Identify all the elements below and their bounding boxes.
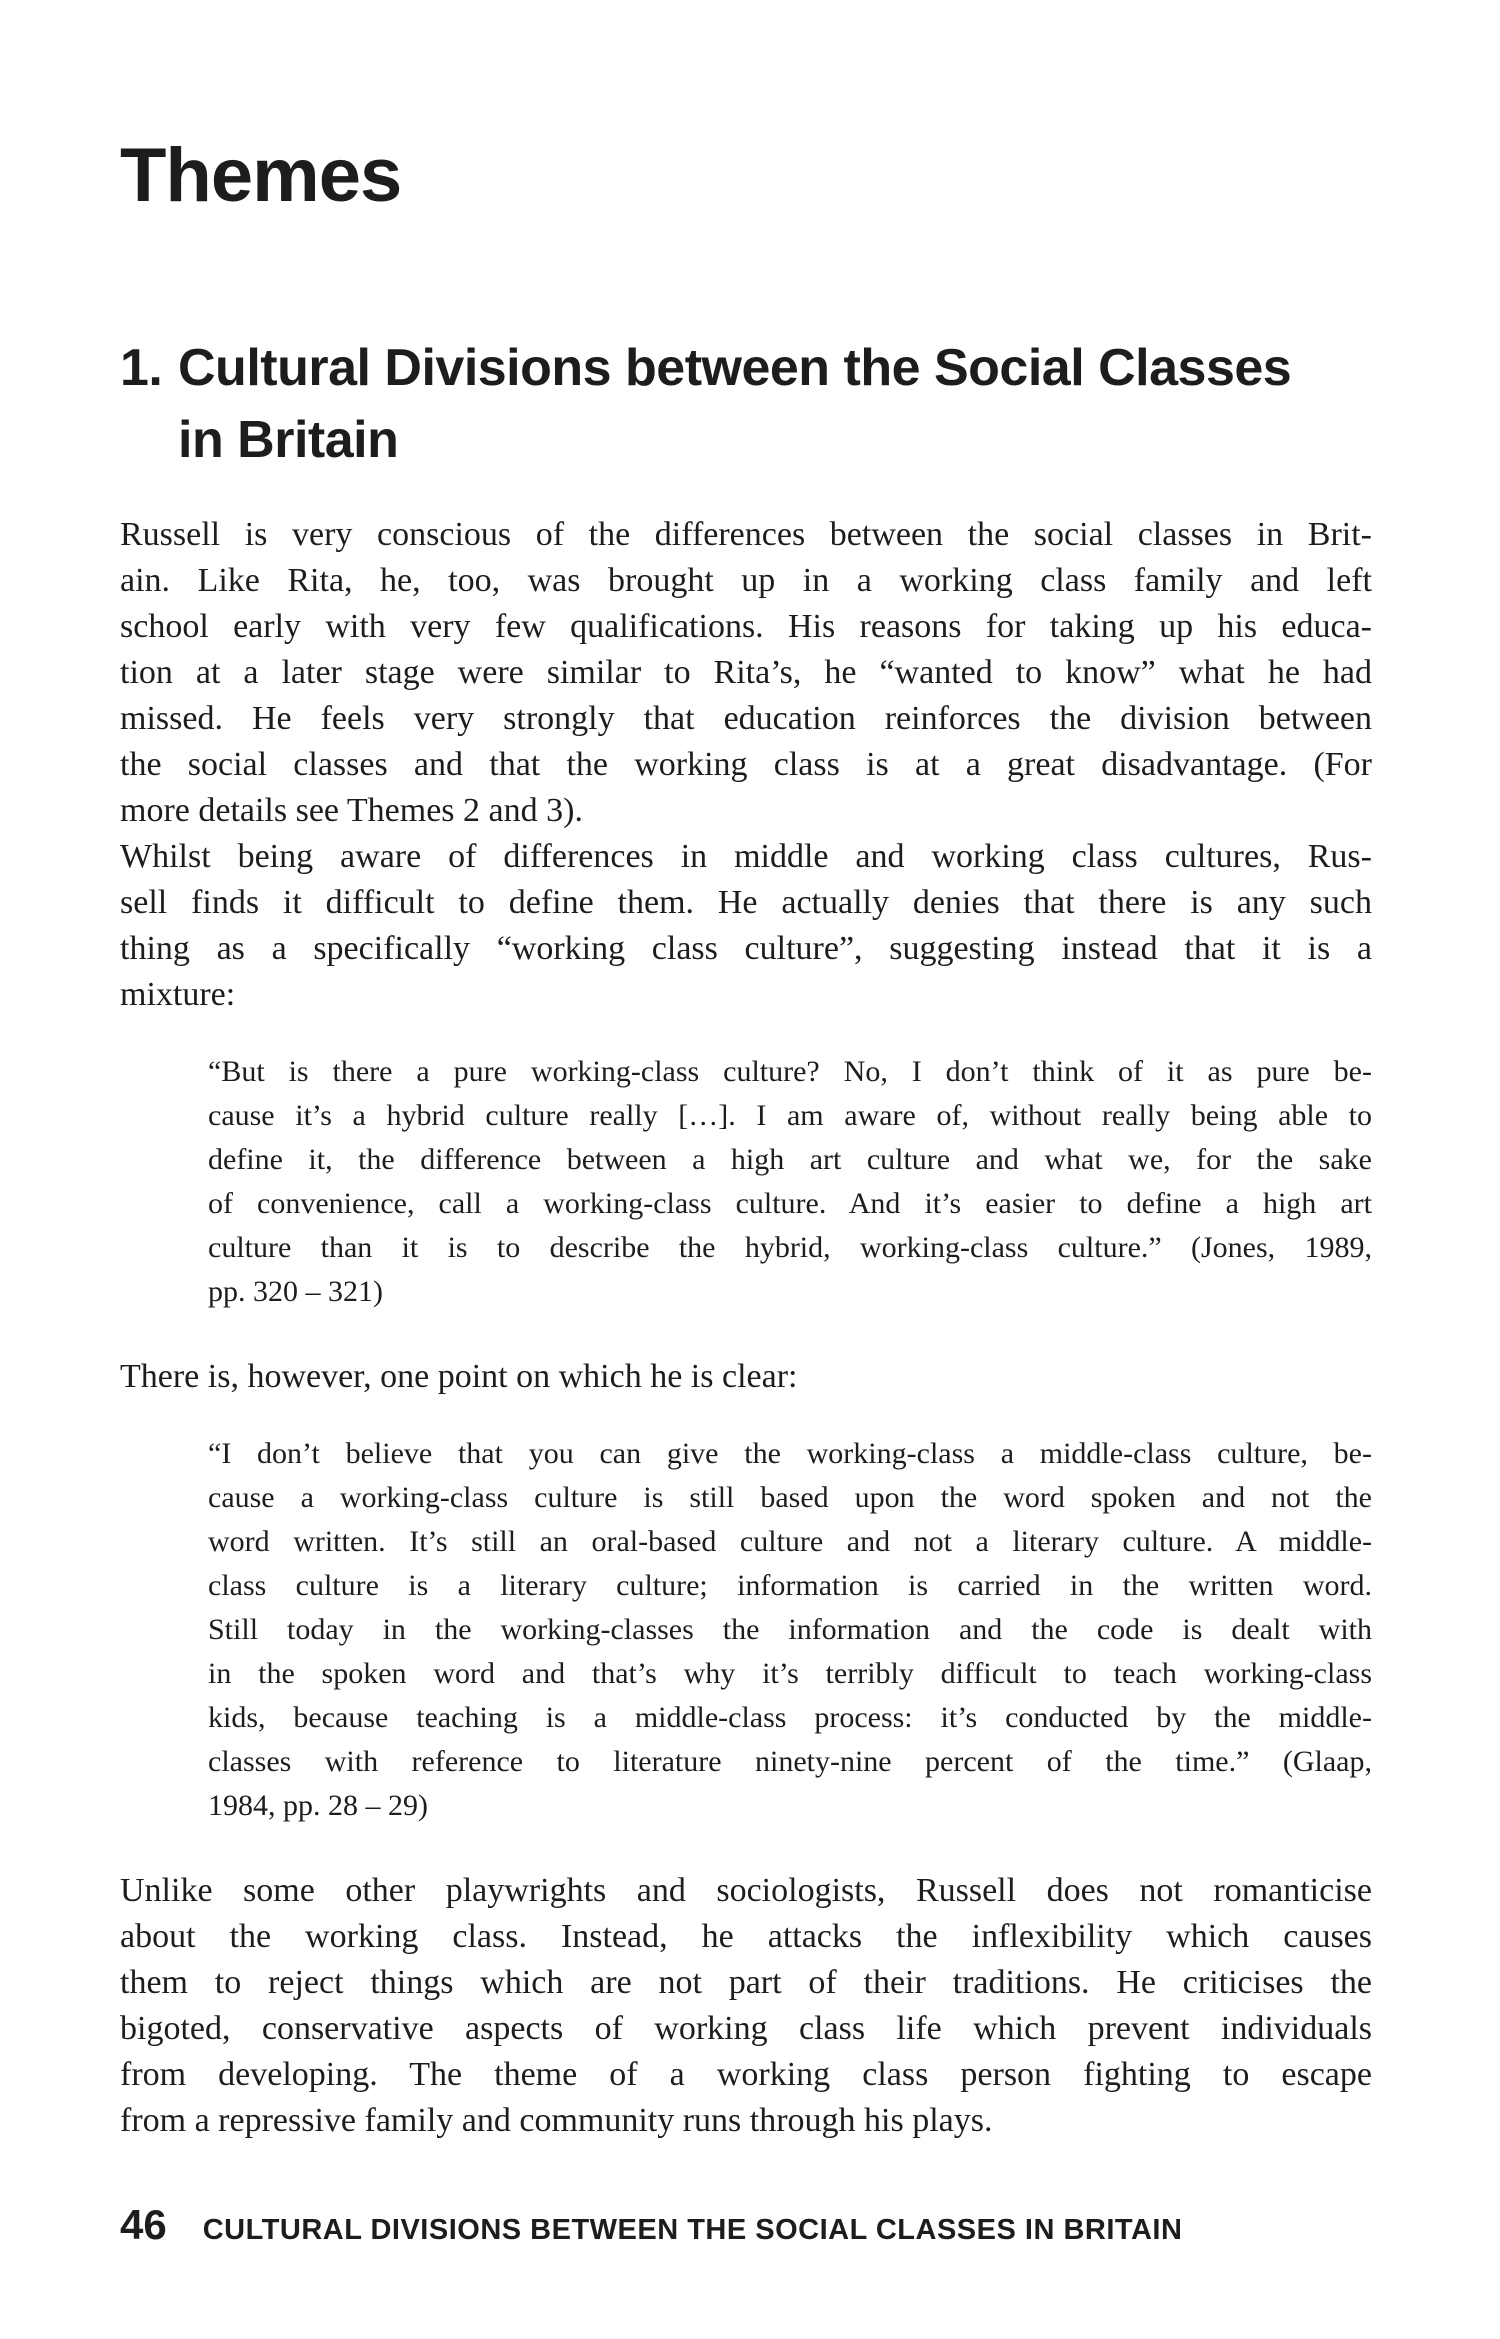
page-footer <box>120 2201 1183 2248</box>
text-line: cause it’s a hybrid culture really […]. I am aware of, without really being able to <box>208 1099 1372 1132</box>
text-line: There is, however, one point on which he is clear: <box>120 1358 798 1395</box>
section-title <box>178 332 1291 476</box>
text-line: Unlike some other playwrights and sociologists, Russell does not romanticise <box>120 1872 1372 1909</box>
text-line: culture than it is to describe the hybrid, working-class culture.” (Jones, 1989, <box>208 1231 1372 1264</box>
text-line: the social classes and that the working class is at a great disadvantage. (For <box>120 746 1372 783</box>
text-line: Still today in the working-classes the information and the code is dealt with <box>208 1613 1372 1646</box>
text-line: from developing. The theme of a working class person fighting to escape <box>120 2056 1372 2093</box>
text-line: sell finds it difficult to define them. He actually denies that there is any such <box>120 884 1372 921</box>
text-line: Russell is very conscious of the differences between the social classes in Brit- <box>120 516 1372 553</box>
section-number: 1. <box>120 339 163 397</box>
text-line: “I don’t believe that you can give the working-class a middle-class culture, be- <box>208 1437 1372 1470</box>
text-line: word written. It’s still an oral-based culture and not a literary culture. A middle- <box>208 1525 1372 1558</box>
content-blocks <box>120 512 1372 2144</box>
text-line: mixture: <box>120 976 236 1013</box>
section-heading <box>120 332 1372 476</box>
text-line: “But is there a pure working-class culture? No, I don’t think of it as pure be- <box>208 1055 1372 1088</box>
text-line: Whilst being aware of differences in middle and working class cultures, Rus- <box>120 838 1372 875</box>
text-line: classes with reference to literature ninety-nine percent of the time.” (Glaap, <box>208 1745 1372 1778</box>
text-line: from a repressive family and community runs through his plays. <box>120 2102 993 2139</box>
text-line: tion at a later stage were similar to Rita’s, he “wanted to know” what he had <box>120 654 1372 691</box>
text-line: 1984, pp. 28 – 29) <box>208 1789 428 1822</box>
body-paragraph <box>120 1354 1372 1400</box>
text-line: school early with very few qualifications. His reasons for taking up his educa- <box>120 608 1372 645</box>
text-line: class culture is a literary culture; information is carried in the written word. <box>208 1569 1372 1602</box>
page-number: 46 <box>120 2201 167 2248</box>
text-line: of convenience, call a working-class culture. And it’s easier to define a high art <box>208 1187 1372 1220</box>
block-quote <box>208 1432 1372 1828</box>
body-paragraph <box>120 512 1372 834</box>
text-line: thing as a specifically “working class culture”, suggesting instead that it is a <box>120 930 1372 967</box>
text-line: about the working class. Instead, he attacks the inflexibility which causes <box>120 1918 1372 1955</box>
body-paragraph <box>120 834 1372 1018</box>
text-column <box>120 0 1372 2144</box>
text-line: more details see Themes 2 and 3). <box>120 792 583 829</box>
text-line: ain. Like Rita, he, too, was brought up in a working class family and left <box>120 562 1372 599</box>
text-line: bigoted, conservative aspects of working class life which prevent individuals <box>120 2010 1372 2047</box>
section-title-line2: in Britain <box>178 411 399 469</box>
text-line: cause a working-class culture is still based upon the word spoken and not the <box>208 1481 1372 1514</box>
chapter-title: Themes <box>120 133 402 218</box>
body-paragraph <box>120 1868 1372 2144</box>
text-line: pp. 320 – 321) <box>208 1275 383 1308</box>
text-line: kids, because teaching is a middle-class process: it’s conducted by the middle- <box>208 1701 1372 1734</box>
running-title: CULTURAL DIVISIONS BETWEEN THE SOCIAL CLASSES IN BRITAIN <box>202 2214 1183 2246</box>
block-quote <box>208 1050 1372 1314</box>
text-line: them to reject things which are not part of their traditions. He criticises the <box>120 1964 1372 2001</box>
text-line: define it, the difference between a high art culture and what we, for the sake <box>208 1143 1372 1176</box>
text-line: in the spoken word and that’s why it’s terribly difficult to teach working-class <box>208 1657 1372 1690</box>
section-title-line1: Cultural Divisions between the Social Classes <box>178 339 1292 397</box>
text-line: missed. He feels very strongly that education reinforces the division between <box>120 700 1372 737</box>
